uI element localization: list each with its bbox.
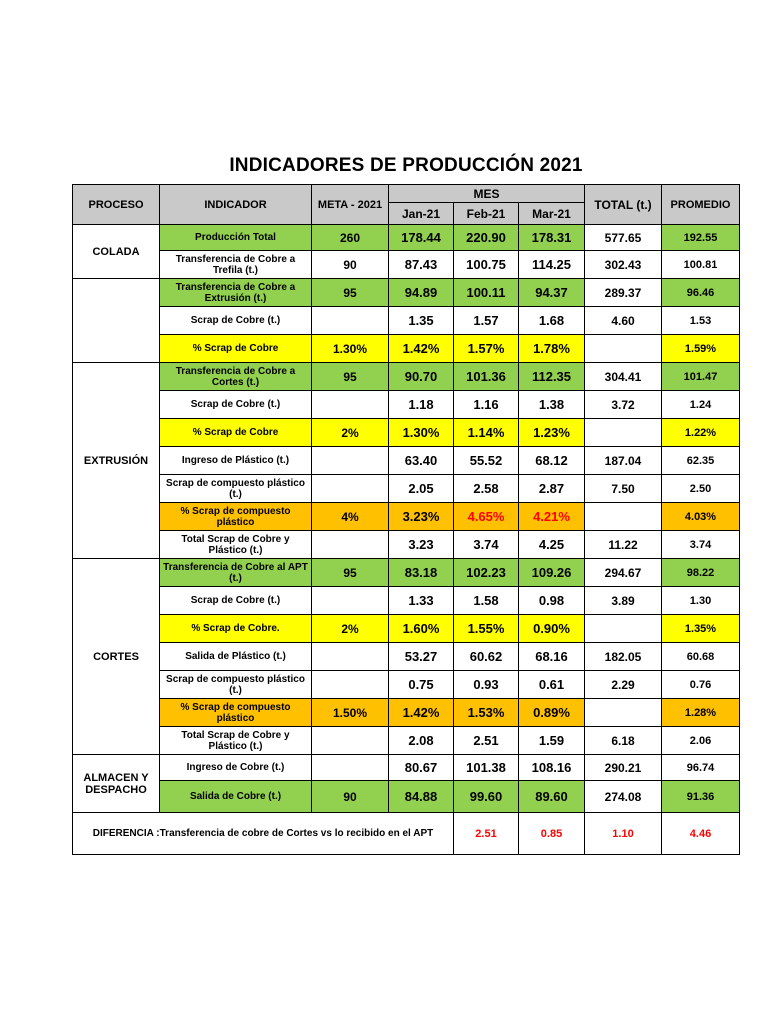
month-value-cell: 2.05: [389, 475, 454, 503]
promedio-cell: 1.22%: [662, 419, 740, 447]
table-row: [73, 279, 745, 307]
header-month: Jan-21: [389, 203, 454, 225]
total-cell: 274.08: [585, 781, 662, 813]
total-cell: 577.65: [585, 225, 662, 251]
month-value-cell: 1.42%: [389, 699, 454, 727]
meta-cell: 2%: [312, 615, 389, 643]
table-row: [73, 615, 745, 643]
promedio-cell: 3.74: [662, 531, 740, 559]
meta-cell: [312, 475, 389, 503]
promedio-cell: 96.46: [662, 279, 740, 307]
month-value-cell: 1.68: [519, 307, 585, 335]
table-row: [73, 587, 745, 615]
indicador-cell: Ingreso de Plástico (t.): [160, 447, 312, 475]
month-value-cell: 1.30%: [389, 419, 454, 447]
meta-cell: [312, 643, 389, 671]
header-meta: META - 2021: [312, 185, 389, 225]
month-value-cell: 112.35: [519, 363, 585, 391]
meta-cell: [312, 671, 389, 699]
table-row: [73, 755, 745, 781]
month-value-cell: 1.60%: [389, 615, 454, 643]
table-row: [73, 307, 745, 335]
indicador-cell: Scrap de compuesto plástico (t.): [160, 671, 312, 699]
month-value-cell: 0.98: [519, 587, 585, 615]
total-cell: 187.04: [585, 447, 662, 475]
table-row: [73, 503, 745, 531]
promedio-cell: 96.74: [662, 755, 740, 781]
month-value-cell: 53.27: [389, 643, 454, 671]
promedio-cell: 60.68: [662, 643, 740, 671]
indicador-cell: Total Scrap de Cobre y Plástico (t.): [160, 531, 312, 559]
month-value-cell: 0.61: [519, 671, 585, 699]
month-value-cell: 1.78%: [519, 335, 585, 363]
indicador-cell: Transferencia de Cobre a Cortes (t.): [160, 363, 312, 391]
table-row: [73, 335, 745, 363]
month-value-cell: 1.57%: [454, 335, 519, 363]
meta-cell: 95: [312, 279, 389, 307]
table-row: [73, 559, 745, 587]
month-value-cell: 1.16: [454, 391, 519, 419]
month-value-cell: 0.75: [389, 671, 454, 699]
promedio-cell: 1.24: [662, 391, 740, 419]
indicador-cell: % Scrap de Cobre: [160, 419, 312, 447]
total-cell: 290.21: [585, 755, 662, 781]
header-indicador: INDICADOR: [160, 185, 312, 225]
month-value-cell: 0.89%: [519, 699, 585, 727]
table-row: [73, 447, 745, 475]
meta-cell: 2%: [312, 419, 389, 447]
diferencia-label: DIFERENCIA :Transferencia de cobre de Cortes vs lo recibido en el APT: [73, 813, 454, 855]
month-value-cell: 94.37: [519, 279, 585, 307]
meta-cell: 95: [312, 363, 389, 391]
meta-cell: 90: [312, 251, 389, 279]
promedio-cell: 2.06: [662, 727, 740, 755]
table-row: [73, 531, 745, 559]
meta-cell: [312, 727, 389, 755]
indicador-cell: Transferencia de Cobre al APT (t.): [160, 559, 312, 587]
indicador-cell: Transferencia de Cobre a Extrusión (t.): [160, 279, 312, 307]
table-row: [73, 671, 745, 699]
meta-cell: [312, 587, 389, 615]
month-value-cell: 1.55%: [454, 615, 519, 643]
month-value-cell: 1.42%: [389, 335, 454, 363]
month-value-cell: 4.21%: [519, 503, 585, 531]
table-row: [73, 643, 745, 671]
meta-cell: [312, 447, 389, 475]
indicador-cell: % Scrap de compuesto plástico: [160, 699, 312, 727]
production-indicators-table: [72, 184, 745, 855]
month-value-cell: 80.67: [389, 755, 454, 781]
month-value-cell: 100.11: [454, 279, 519, 307]
month-value-cell: 63.40: [389, 447, 454, 475]
month-value-cell: 1.14%: [454, 419, 519, 447]
promedio-cell: 4.03%: [662, 503, 740, 531]
month-value-cell: 3.23: [389, 531, 454, 559]
month-value-cell: 90.70: [389, 363, 454, 391]
month-value-cell: 109.26: [519, 559, 585, 587]
month-value-cell: 83.18: [389, 559, 454, 587]
meta-cell: [312, 755, 389, 781]
header-promedio: PROMEDIO: [662, 185, 740, 225]
promedio-cell: 1.28%: [662, 699, 740, 727]
month-value-cell: 101.38: [454, 755, 519, 781]
indicador-cell: Salida de Cobre (t.): [160, 781, 312, 813]
total-cell: 4.60: [585, 307, 662, 335]
month-value-cell: 1.35: [389, 307, 454, 335]
header-mes: MES: [389, 185, 585, 203]
month-value-cell: 220.90: [454, 225, 519, 251]
month-value-cell: 55.52: [454, 447, 519, 475]
total-cell: 11.22: [585, 531, 662, 559]
table-row: [73, 419, 745, 447]
empty-cell: [740, 813, 745, 855]
meta-cell: [312, 391, 389, 419]
month-value-cell: 60.62: [454, 643, 519, 671]
meta-cell: 1.50%: [312, 699, 389, 727]
diferencia-total: 4.46: [662, 813, 740, 855]
diferencia-month-value: 2.51: [454, 813, 519, 855]
month-value-cell: 1.33: [389, 587, 454, 615]
month-value-cell: 178.31: [519, 225, 585, 251]
month-value-cell: 68.16: [519, 643, 585, 671]
total-cell: [585, 615, 662, 643]
promedio-cell: 0.76: [662, 671, 740, 699]
proceso-cell: EXTRUSIÓN: [73, 363, 160, 559]
month-value-cell: 101.36: [454, 363, 519, 391]
month-value-cell: 3.74: [454, 531, 519, 559]
month-value-cell: 4.65%: [454, 503, 519, 531]
total-cell: 2.29: [585, 671, 662, 699]
proceso-cell: COLADA: [73, 225, 160, 279]
promedio-cell: 100.81: [662, 251, 740, 279]
month-value-cell: 2.08: [389, 727, 454, 755]
month-value-cell: 94.89: [389, 279, 454, 307]
month-value-cell: 1.59: [519, 727, 585, 755]
diferencia-row: [73, 813, 745, 855]
diferencia-month-value: 0.85: [519, 813, 585, 855]
indicador-cell: % Scrap de Cobre.: [160, 615, 312, 643]
month-value-cell: 1.57: [454, 307, 519, 335]
total-cell: 3.72: [585, 391, 662, 419]
table-row: [73, 363, 745, 391]
total-cell: 6.18: [585, 727, 662, 755]
indicador-cell: Scrap de Cobre (t.): [160, 587, 312, 615]
month-value-cell: 100.75: [454, 251, 519, 279]
total-cell: [585, 335, 662, 363]
table-row: [73, 699, 745, 727]
header-month: Feb-21: [454, 203, 519, 225]
month-value-cell: 84.88: [389, 781, 454, 813]
header-total: TOTAL (t.): [585, 185, 662, 225]
meta-cell: 1.30%: [312, 335, 389, 363]
promedio-cell: 1.35%: [662, 615, 740, 643]
table-row: [73, 225, 745, 251]
total-cell: [585, 419, 662, 447]
month-value-cell: 1.38: [519, 391, 585, 419]
header-month: Mar-21: [519, 203, 585, 225]
total-cell: 3.89: [585, 587, 662, 615]
total-cell: 304.41: [585, 363, 662, 391]
month-value-cell: 114.25: [519, 251, 585, 279]
page-title: INDICADORES DE PRODUCCIÓN 2021: [229, 155, 583, 176]
month-value-cell: 1.58: [454, 587, 519, 615]
month-value-cell: 3.23%: [389, 503, 454, 531]
total-cell: [585, 503, 662, 531]
promedio-cell: 1.53: [662, 307, 740, 335]
indicador-cell: Salida de Plástico (t.): [160, 643, 312, 671]
table-row: [73, 781, 745, 813]
month-value-cell: 108.16: [519, 755, 585, 781]
indicador-cell: Scrap de Cobre (t.): [160, 391, 312, 419]
proceso-cell: CORTES: [73, 559, 160, 755]
table-row: [73, 251, 745, 279]
promedio-cell: 98.22: [662, 559, 740, 587]
meta-cell: 95: [312, 559, 389, 587]
month-value-cell: 1.18: [389, 391, 454, 419]
promedio-cell: 62.35: [662, 447, 740, 475]
month-value-cell: 0.93: [454, 671, 519, 699]
month-value-cell: 2.58: [454, 475, 519, 503]
total-cell: 302.43: [585, 251, 662, 279]
indicador-cell: Producción Total: [160, 225, 312, 251]
month-value-cell: 178.44: [389, 225, 454, 251]
indicador-cell: Total Scrap de Cobre y Plástico (t.): [160, 727, 312, 755]
month-value-cell: 68.12: [519, 447, 585, 475]
indicador-cell: Scrap de compuesto plástico (t.): [160, 475, 312, 503]
month-value-cell: 1.23%: [519, 419, 585, 447]
total-cell: 182.05: [585, 643, 662, 671]
meta-cell: 90: [312, 781, 389, 813]
meta-cell: 260: [312, 225, 389, 251]
table-row: [73, 475, 745, 503]
month-value-cell: 2.87: [519, 475, 585, 503]
indicador-cell: Transferencia de Cobre a Trefila (t.): [160, 251, 312, 279]
month-value-cell: 4.25: [519, 531, 585, 559]
proceso-cell: ALMACEN Y DESPACHO: [73, 755, 160, 813]
meta-cell: [312, 531, 389, 559]
promedio-cell: 192.55: [662, 225, 740, 251]
promedio-cell: 1.30: [662, 587, 740, 615]
indicador-cell: % Scrap de Cobre: [160, 335, 312, 363]
table-row: [73, 727, 745, 755]
month-value-cell: 89.60: [519, 781, 585, 813]
promedio-cell: 1.59%: [662, 335, 740, 363]
month-value-cell: 99.60: [454, 781, 519, 813]
indicador-cell: % Scrap de compuesto plástico: [160, 503, 312, 531]
month-value-cell: 87.43: [389, 251, 454, 279]
month-value-cell: 2.51: [454, 727, 519, 755]
table-row: [73, 391, 745, 419]
indicador-cell: Ingreso de Cobre (t.): [160, 755, 312, 781]
month-value-cell: 102.23: [454, 559, 519, 587]
proceso-cell: [73, 279, 160, 363]
meta-cell: 4%: [312, 503, 389, 531]
total-cell: 289.37: [585, 279, 662, 307]
total-cell: [585, 699, 662, 727]
month-value-cell: 1.53%: [454, 699, 519, 727]
indicador-cell: Scrap de Cobre (t.): [160, 307, 312, 335]
header-proceso: PROCESO: [73, 185, 160, 225]
promedio-cell: 2.50: [662, 475, 740, 503]
month-value-cell: 0.90%: [519, 615, 585, 643]
promedio-cell: 91.36: [662, 781, 740, 813]
total-cell: 294.67: [585, 559, 662, 587]
promedio-cell: 101.47: [662, 363, 740, 391]
diferencia-month-value: 1.10: [585, 813, 662, 855]
meta-cell: [312, 307, 389, 335]
total-cell: 7.50: [585, 475, 662, 503]
